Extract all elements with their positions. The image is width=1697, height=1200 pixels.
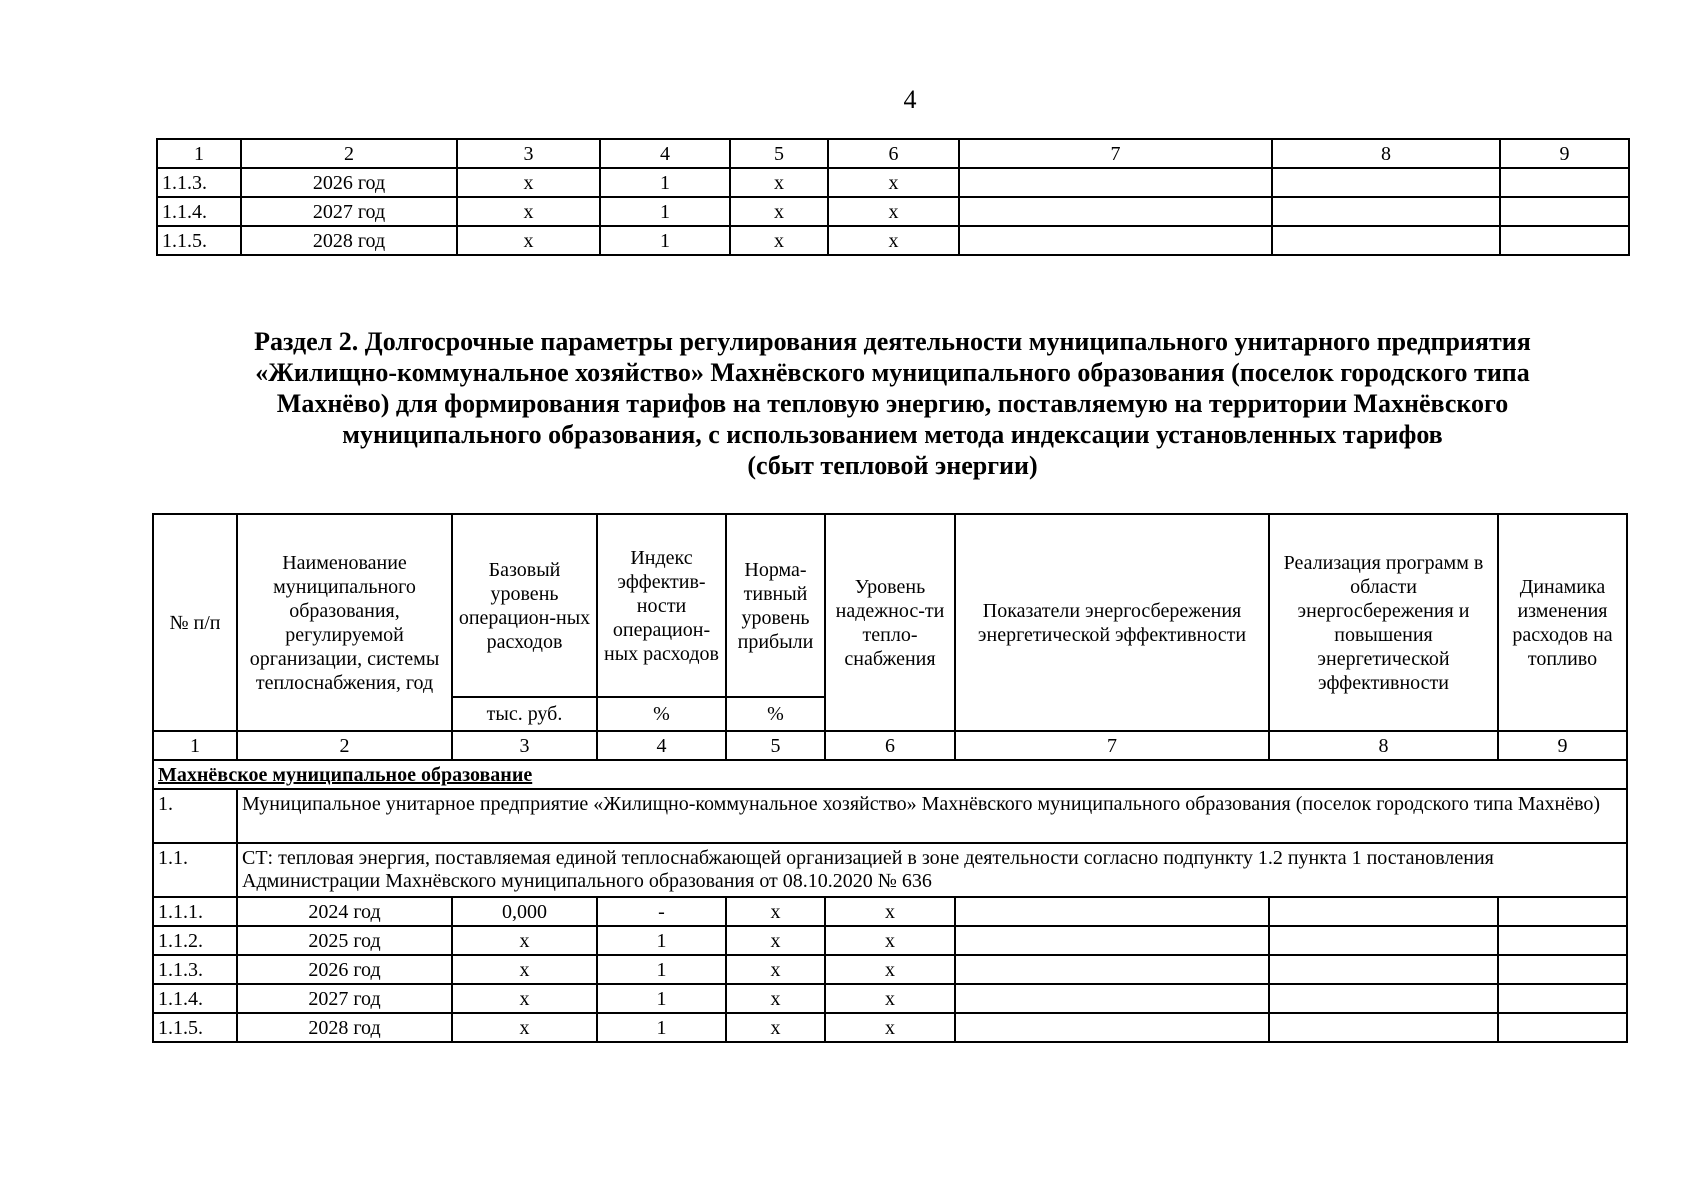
row-energy — [959, 168, 1272, 197]
col-number-1: 1 — [157, 139, 241, 168]
row-base: х — [457, 168, 600, 197]
row-fuel — [1498, 955, 1627, 984]
row-reliability: х — [825, 1013, 955, 1042]
row-base: х — [457, 197, 600, 226]
col-number-8: 8 — [1269, 731, 1498, 760]
row-profit: х — [726, 897, 825, 926]
header-energy: Показатели энергосбережения энергетической эффективности — [955, 514, 1269, 731]
row-base: х — [452, 955, 597, 984]
org-code: 1. — [153, 789, 237, 843]
header-base: Базовый уровень операцион-ных расходов — [452, 514, 597, 697]
column-number-row — [153, 731, 1627, 760]
section-title — [160, 326, 1625, 481]
header-row — [153, 514, 1627, 697]
row-profit: х — [726, 955, 825, 984]
row-year: 2025 год — [237, 926, 452, 955]
row-index: 1 — [597, 984, 726, 1013]
table-row — [153, 926, 1627, 955]
row-base: 0,000 — [452, 897, 597, 926]
municipality-row — [153, 760, 1627, 789]
col-number-1: 1 — [153, 731, 237, 760]
header-programs: Реализация программ в области энергосбережения и повышения энергетической эффективности — [1269, 514, 1498, 731]
row-fuel — [1500, 226, 1629, 255]
row-profit: х — [730, 168, 828, 197]
row-programs — [1269, 926, 1498, 955]
header-name: Наименование муниципального образования, регулируемой организации, системы теплоснабжения, год — [237, 514, 452, 731]
unit-index: % — [597, 697, 726, 731]
col-number-3: 3 — [457, 139, 600, 168]
header-profit: Норма-тивный уровень прибыли — [726, 514, 825, 697]
row-code: 1.1.4. — [157, 197, 241, 226]
row-reliability: х — [825, 926, 955, 955]
col-number-8: 8 — [1272, 139, 1500, 168]
row-fuel — [1498, 926, 1627, 955]
row-code: 1.1.2. — [153, 926, 237, 955]
table-row — [153, 955, 1627, 984]
section-title-line: Раздел 2. Долгосрочные параметры регулирования деятельности муниципального унитарного предприятия — [254, 327, 1531, 356]
row-programs — [1272, 226, 1500, 255]
row-year: 2026 год — [237, 955, 452, 984]
col-number-7: 7 — [959, 139, 1272, 168]
row-code: 1.1.3. — [157, 168, 241, 197]
table-row — [153, 1013, 1627, 1042]
row-energy — [959, 226, 1272, 255]
header-reliability: Уровень надежнос-ти тепло-снабжения — [825, 514, 955, 731]
col-number-4: 4 — [597, 731, 726, 760]
row-year: 2027 год — [237, 984, 452, 1013]
row-profit: х — [726, 926, 825, 955]
row-code: 1.1.1. — [153, 897, 237, 926]
col-number-9: 9 — [1500, 139, 1629, 168]
section-title-line: Махнёво) для формирования тарифов на тепловую энергию, поставляемую на территории Махнёвского — [276, 389, 1509, 418]
col-number-4: 4 — [600, 139, 730, 168]
header-num: № п/п — [153, 514, 237, 731]
row-programs — [1272, 197, 1500, 226]
row-index: 1 — [597, 1013, 726, 1042]
row-year: 2028 год — [237, 1013, 452, 1042]
row-energy — [955, 984, 1269, 1013]
col-number-2: 2 — [241, 139, 457, 168]
page-number: 4 — [903, 85, 917, 114]
main-table — [152, 513, 1628, 1043]
col-number-2: 2 — [237, 731, 452, 760]
org-row — [153, 789, 1627, 843]
col-number-6: 6 — [825, 731, 955, 760]
row-programs — [1269, 897, 1498, 926]
row-profit: х — [726, 1013, 825, 1042]
row-year: 2028 год — [241, 226, 457, 255]
table-row — [153, 984, 1627, 1013]
row-energy — [959, 197, 1272, 226]
row-index: 1 — [597, 926, 726, 955]
unit-profit: % — [726, 697, 825, 731]
row-code: 1.1.5. — [157, 226, 241, 255]
row-programs — [1269, 984, 1498, 1013]
row-index: 1 — [597, 955, 726, 984]
col-number-6: 6 — [828, 139, 959, 168]
row-programs — [1269, 1013, 1498, 1042]
municipality-name: Махнёвское муниципальное образование — [153, 760, 1627, 789]
row-programs — [1272, 168, 1500, 197]
unit-base: тыс. руб. — [452, 697, 597, 731]
row-reliability: х — [825, 955, 955, 984]
row-energy — [955, 1013, 1269, 1042]
system-code: 1.1. — [153, 843, 237, 897]
row-energy — [955, 955, 1269, 984]
row-year: 2026 год — [241, 168, 457, 197]
row-fuel — [1500, 197, 1629, 226]
table-row — [157, 168, 1629, 197]
row-reliability: х — [825, 984, 955, 1013]
row-base: х — [452, 926, 597, 955]
row-index: - — [597, 897, 726, 926]
section-title-line: (сбыт тепловой энергии) — [747, 451, 1038, 480]
row-energy — [955, 926, 1269, 955]
column-number-row — [157, 139, 1629, 168]
row-index: 1 — [600, 226, 730, 255]
system-row — [153, 843, 1627, 897]
row-code: 1.1.5. — [153, 1013, 237, 1042]
row-reliability: х — [825, 897, 955, 926]
row-energy — [955, 897, 1269, 926]
table-row — [157, 226, 1629, 255]
row-profit: х — [730, 197, 828, 226]
row-fuel — [1498, 984, 1627, 1013]
col-number-9: 9 — [1498, 731, 1627, 760]
section-title-line: «Жилищно-коммунальное хозяйство» Махнёвского муниципального образования (поселок городского типа — [255, 358, 1530, 387]
col-number-7: 7 — [955, 731, 1269, 760]
col-number-5: 5 — [730, 139, 828, 168]
row-index: 1 — [600, 197, 730, 226]
row-base: х — [457, 226, 600, 255]
row-fuel — [1498, 897, 1627, 926]
section-title-line: муниципального образования, с использованием метода индексации установленных тарифов — [342, 420, 1443, 449]
row-code: 1.1.4. — [153, 984, 237, 1013]
row-profit: х — [730, 226, 828, 255]
row-base: х — [452, 984, 597, 1013]
row-base: х — [452, 1013, 597, 1042]
table-row — [153, 897, 1627, 926]
row-profit: х — [726, 984, 825, 1013]
top-table — [156, 138, 1630, 256]
table-row — [157, 197, 1629, 226]
header-fuel: Динамика изменения расходов на топливо — [1498, 514, 1627, 731]
row-reliability: х — [828, 168, 959, 197]
system-name: СТ: тепловая энергия, поставляемая единой теплоснабжающей организацией в зоне деятельности согласно подпункту 1.2 пункта 1 постановления Администрации Махнёвского муниципального образования от 08.10.2020 № 636 — [237, 843, 1627, 897]
row-code: 1.1.3. — [153, 955, 237, 984]
row-programs — [1269, 955, 1498, 984]
col-number-3: 3 — [452, 731, 597, 760]
row-year: 2024 год — [237, 897, 452, 926]
row-reliability: х — [828, 197, 959, 226]
header-index: Индекс эффектив-ности операцион-ных расходов — [597, 514, 726, 697]
row-reliability: х — [828, 226, 959, 255]
row-index: 1 — [600, 168, 730, 197]
org-name: Муниципальное унитарное предприятие «Жилищно-коммунальное хозяйство» Махнёвского муниципального образования (поселок городского типа Махнёво) — [237, 789, 1627, 843]
row-fuel — [1498, 1013, 1627, 1042]
row-year: 2027 год — [241, 197, 457, 226]
col-number-5: 5 — [726, 731, 825, 760]
row-fuel — [1500, 168, 1629, 197]
